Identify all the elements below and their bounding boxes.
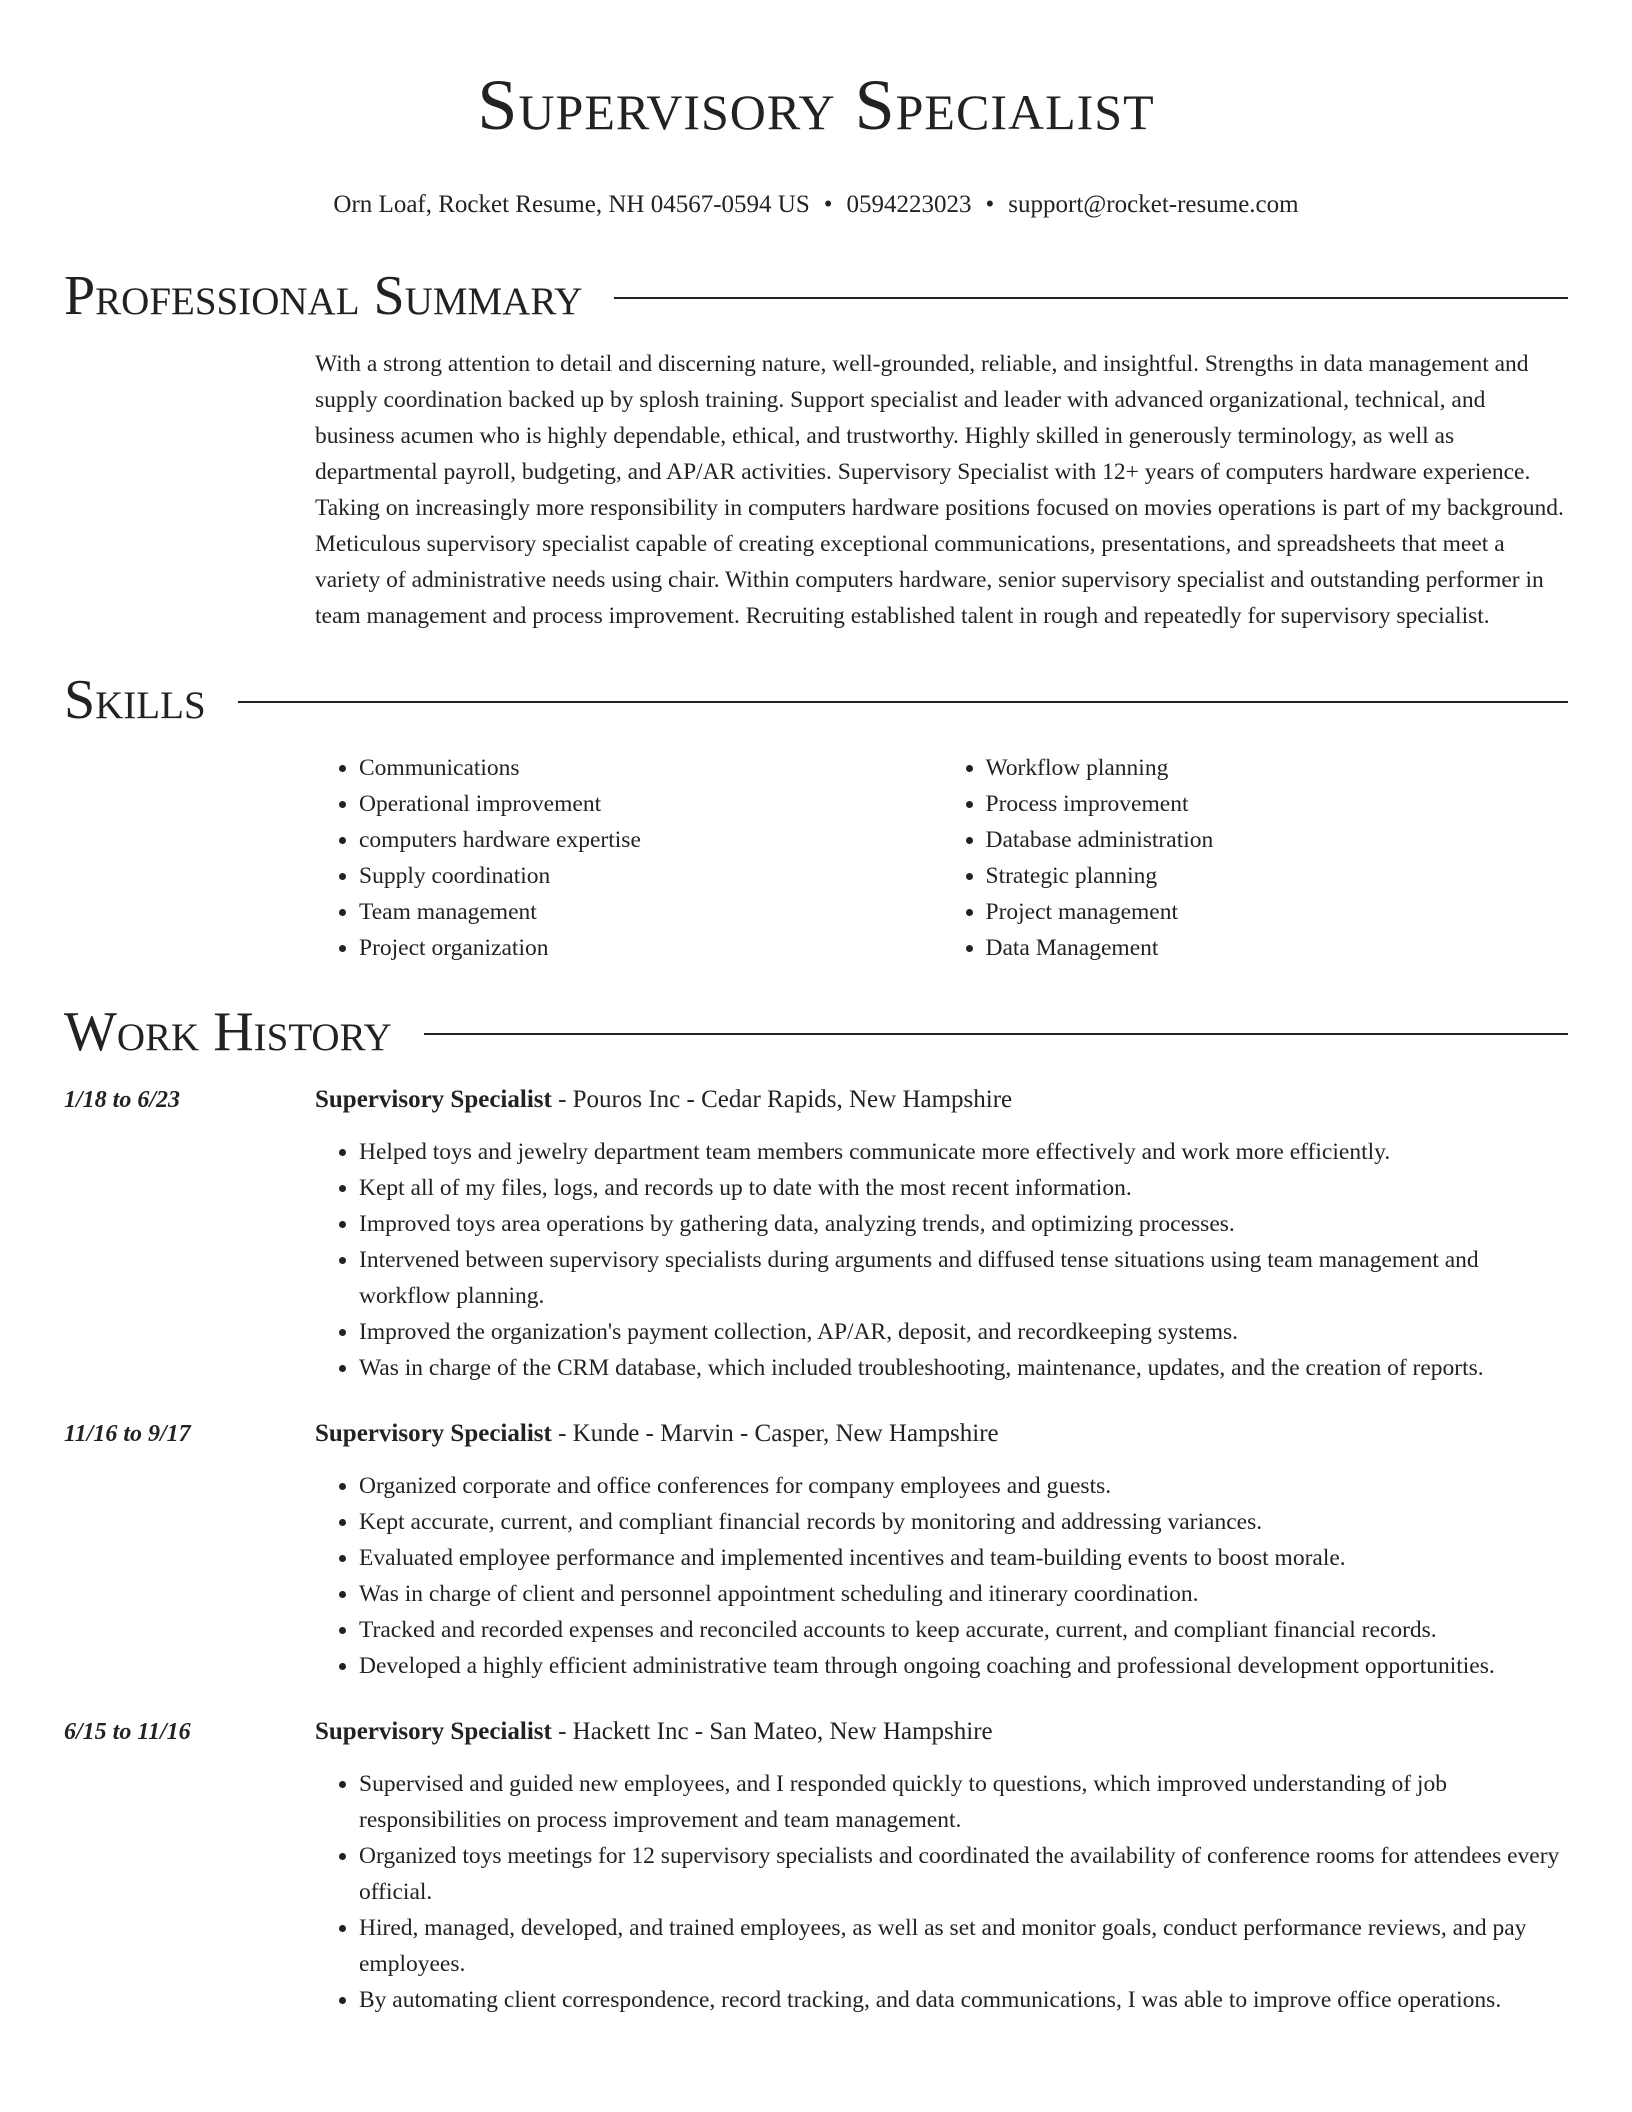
work-section-header <box>64 996 1568 1068</box>
contact-line <box>64 188 1568 222</box>
contact-separator: • <box>823 191 833 218</box>
job-bullet: • Helped toys and jewelry department team members communicate more effectively and work more efficiently. <box>359 1134 1568 1170</box>
skill-item: • Team management <box>359 894 942 930</box>
job-role: Supervisory Specialist <box>315 1086 552 1113</box>
skills-heading: Skills <box>64 669 206 731</box>
job-entry <box>64 1714 1568 2018</box>
skill-item: • Supply coordination <box>359 858 942 894</box>
job-bullet: • Improved toys area operations by gathering data, analyzing trends, and optimizing processes. <box>359 1206 1568 1242</box>
contact-separator: • <box>985 191 995 218</box>
skill-item: • Communications <box>359 750 942 786</box>
summary-text: With a strong attention to detail and discerning nature, well-grounded, reliable, and insightful. Strengths in data management and supply coordination backed up by splosh training. Support specialist and leader with advanced organizational, technical, and business acumen who is highly dependable, ethical, and trustworthy. Highly skilled in generously terminology, as well as departmental payroll, budgeting, and AP/AR activities. Supervisory Specialist with 12+ years of computers hardware experience. Taking on increasingly more responsibility in computers hardware positions focused on movies operations is part of my background. Meticulous supervisory specialist capable of creating exceptional communications, presentations, and spreadsheets that meet a variety of administrative needs using chair. Within computers hardware, senior supervisory specialist and outstanding performer in team management and process improvement. Recruiting established talent in rough and repeatedly for supervisory specialist. <box>315 351 1564 629</box>
skill-item: • Database administration <box>986 822 1569 858</box>
job-bullet: • Supervised and guided new employees, and I responded quickly to questions, which improved understanding of job responsibilities on process improvement and team management. <box>359 1766 1568 1838</box>
skills-column-right <box>942 750 1569 966</box>
job-details <box>315 1082 1568 1386</box>
job-bullets <box>315 1468 1568 1684</box>
job-title-line <box>315 1082 1568 1118</box>
candidate-name: Supervisory Specialist <box>477 65 1155 145</box>
section-divider <box>238 701 1568 703</box>
skill-item: • Project management <box>986 894 1569 930</box>
skills-section-header <box>64 664 1568 736</box>
job-title-line <box>315 1714 1568 1750</box>
skill-item: • computers hardware expertise <box>359 822 942 858</box>
job-role: Supervisory Specialist <box>315 1718 552 1745</box>
job-company: - Kunde - Marvin - Casper, New Hampshire <box>551 1420 999 1447</box>
skills-list <box>315 750 1568 966</box>
job-bullet: • Kept accurate, current, and compliant financial records by monitoring and addressing variances. <box>359 1504 1568 1540</box>
job-bullet: • Intervened between supervisory specialists during arguments and diffused tense situations using team management and workflow planning. <box>359 1242 1568 1314</box>
job-details <box>315 1714 1568 2018</box>
job-bullet: • Hired, managed, developed, and trained employees, as well as set and monitor goals, conduct performance reviews, and pay employees. <box>359 1910 1568 1982</box>
job-bullet: • Kept all of my files, logs, and records up to date with the most recent information. <box>359 1170 1568 1206</box>
summary-section-header <box>64 260 1568 332</box>
job-entry <box>64 1416 1568 1684</box>
job-bullet: • Developed a highly efficient administrative team through ongoing coaching and professional development opportunities. <box>359 1648 1568 1684</box>
job-entry <box>64 1082 1568 1386</box>
job-bullet: • Organized toys meetings for 12 supervisory specialists and coordinated the availability of conference rooms for attendees every official. <box>359 1838 1568 1910</box>
job-company: - Pouros Inc - Cedar Rapids, New Hampshire <box>551 1086 1013 1113</box>
skill-item: • Process improvement <box>986 786 1569 822</box>
job-bullet: • By automating client correspondence, record tracking, and data communications, I was able to improve office operations. <box>359 1982 1568 2018</box>
summary-heading: Professional Summary <box>64 265 583 327</box>
contact-phone: 0594223023 <box>846 191 972 218</box>
skills-column-left <box>315 750 942 966</box>
job-bullets <box>315 1766 1568 2018</box>
job-dates: 1/18 to 6/23 <box>64 1087 181 1113</box>
job-bullets <box>315 1134 1568 1386</box>
section-divider <box>424 1033 1568 1035</box>
section-divider <box>614 297 1568 299</box>
work-heading: Work History <box>64 1001 392 1063</box>
skill-item: • Project organization <box>359 930 942 966</box>
job-dates: 11/16 to 9/17 <box>64 1421 191 1447</box>
job-bullet: • Was in charge of the CRM database, which included troubleshooting, maintenance, updates, and the creation of reports. <box>359 1350 1568 1386</box>
job-bullet: • Evaluated employee performance and implemented incentives and team-building events to boost morale. <box>359 1540 1568 1576</box>
contact-address: Orn Loaf, Rocket Resume, NH 04567-0594 US <box>333 191 810 218</box>
job-details <box>315 1416 1568 1684</box>
job-bullet: • Was in charge of client and personnel appointment scheduling and itinerary coordination. <box>359 1576 1568 1612</box>
job-bullet: • Organized corporate and office conferences for company employees and guests. <box>359 1468 1568 1504</box>
skill-item: • Workflow planning <box>986 750 1569 786</box>
job-company: - Hackett Inc - San Mateo, New Hampshire <box>551 1718 993 1745</box>
job-dates: 6/15 to 11/16 <box>64 1719 191 1745</box>
skill-item: • Strategic planning <box>986 858 1569 894</box>
contact-email: support@rocket-resume.com <box>1008 191 1299 218</box>
job-bullet: • Tracked and recorded expenses and reconciled accounts to keep accurate, current, and compliant financial records. <box>359 1612 1568 1648</box>
resume-page <box>64 0 1568 2018</box>
skill-item: • Operational improvement <box>359 786 942 822</box>
job-title-line <box>315 1416 1568 1452</box>
skill-item: • Data Management <box>986 930 1569 966</box>
job-role: Supervisory Specialist <box>315 1420 552 1447</box>
job-bullet: • Improved the organization's payment collection, AP/AR, deposit, and recordkeeping systems. <box>359 1314 1568 1350</box>
